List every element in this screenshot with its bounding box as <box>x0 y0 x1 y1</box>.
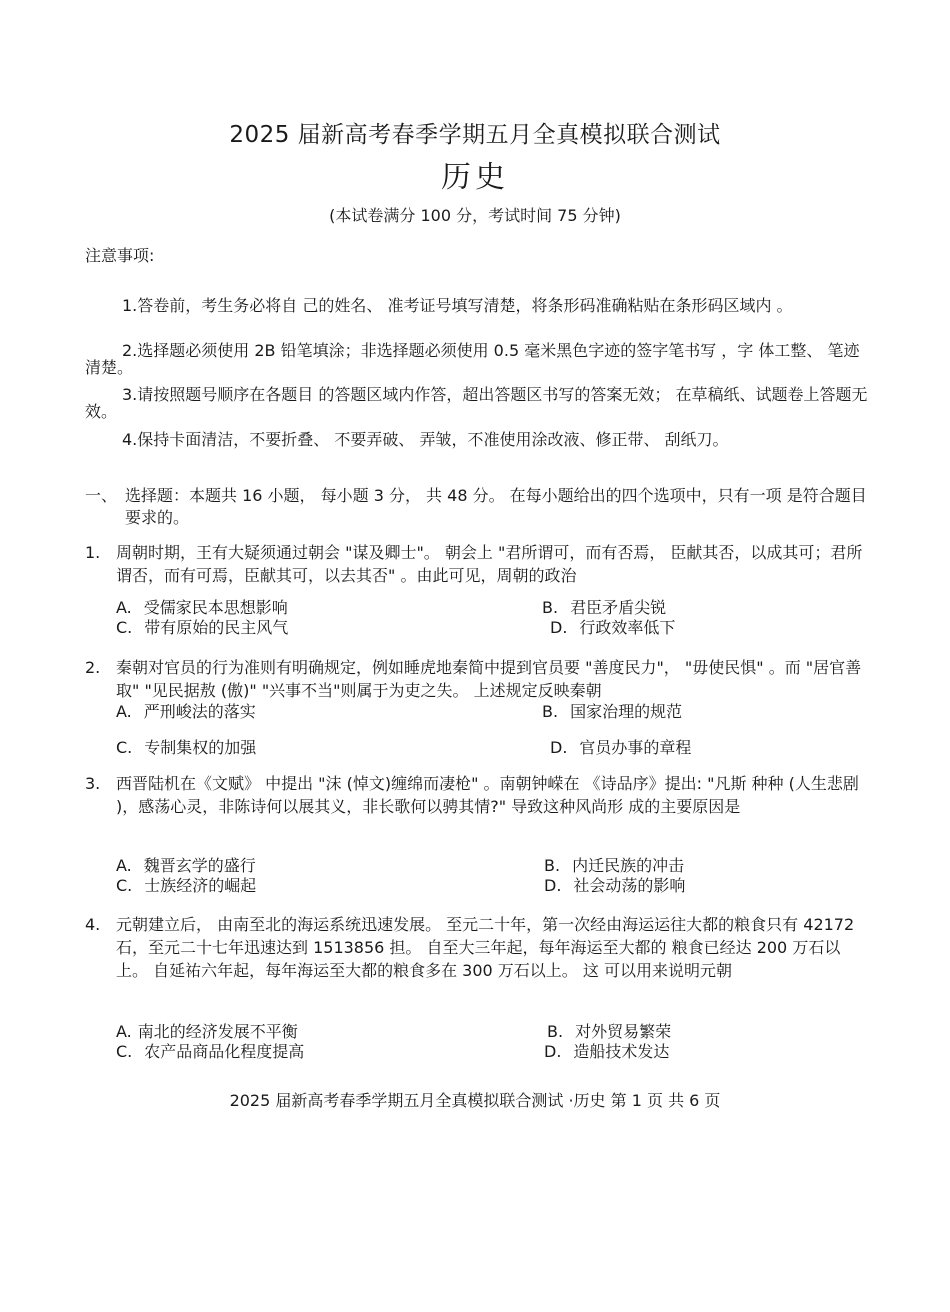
exam-title: 2025 届新高考春季学期五月全真模拟联合测试 <box>229 122 721 148</box>
option-label: D. <box>544 1042 562 1061</box>
question-stem: 秦朝对官员的行为准则有明确规定，例如睡虎地秦简中提到官员要 "善度民力"， "毋使民惧" 。而 "居官善取" "见民据敖 (傲)" "兴事不当"则属于为吏之失。 上述规定反映秦朝 <box>116 658 862 700</box>
option-text: 农产品商品化程度提高 <box>144 1042 305 1061</box>
option-text: 君臣矛盾尖锐 <box>570 598 667 617</box>
question-number: 4. <box>85 915 101 934</box>
option-label: C. <box>116 738 133 757</box>
question-2 <box>85 656 870 702</box>
option-b <box>544 856 684 876</box>
option-text: 社会动荡的影响 <box>573 876 686 895</box>
option-d <box>544 876 685 896</box>
option-a <box>116 598 288 618</box>
option-label: B. <box>544 856 561 875</box>
option-c <box>116 876 256 896</box>
option-b <box>542 598 666 618</box>
question-1 <box>85 541 870 587</box>
section-number: 一、 <box>85 486 118 505</box>
option-text: 内迁民族的冲击 <box>572 856 685 875</box>
option-label: A. <box>116 856 132 875</box>
option-text: 士族经济的崛起 <box>144 876 257 895</box>
option-text: 严刑峻法的落实 <box>143 702 256 721</box>
option-label: C. <box>116 618 133 637</box>
notes-heading: 注意事项: <box>85 246 155 265</box>
note-item: 4.保持卡面清洁，不要折叠、 不要弄破、 弄皱，不准使用涂改液、修正带、 刮纸刀。 <box>122 430 729 449</box>
option-text: 带有原始的民主风气 <box>144 618 289 637</box>
note-item: 2.选择题必须使用 2B 铅笔填涂；非选择题必须使用 0.5 毫米黑色字迹的签字笔书写 ，字 体工整、 笔迹清楚。 <box>85 341 860 377</box>
score-note: (本试卷满分 100 分，考试时间 75 分钟) <box>329 206 621 225</box>
option-text: 国家治理的规范 <box>570 702 683 721</box>
option-c <box>116 738 256 758</box>
option-c <box>116 618 288 638</box>
option-label: D. <box>550 618 568 637</box>
question-stem: 西晋陆机在《文赋》 中提出 "沫 (悼文)缠绵而凄枪" 。南朝钟嵘在 《诗品序》提出: "凡斯 种种 (人生悲剧 )，感荡心灵，非陈诗何以展其义，非长歌何以骋其情?" 导致这种风尚形 成的主要原因是 <box>116 774 859 816</box>
option-text: 官员办事的章程 <box>579 738 692 757</box>
option-a <box>116 856 256 876</box>
note-item: 1.答卷前，考生务必将自 己的姓名、 准考证号填写清楚，将条形码准确粘贴在条形码区域内 。 <box>122 296 793 315</box>
option-d <box>550 618 675 638</box>
option-a <box>116 702 256 722</box>
option-text: 行政效率低下 <box>579 618 676 637</box>
question-3 <box>85 772 870 818</box>
option-text: 造船技术发达 <box>573 1042 670 1061</box>
option-label: D. <box>544 876 562 895</box>
option-label: D. <box>550 738 568 757</box>
option-c <box>116 1042 304 1062</box>
question-stem: 周朝时期，王有大疑须通过朝会 "谋及卿士"。 朝会上 "君所谓可，而有否焉， 臣献其否，以成其可；君所谓否，而有可焉，臣献其可，以去其否" 。由此可见，周朝的政治 <box>116 543 863 585</box>
question-number: 1. <box>85 543 101 562</box>
option-b <box>542 702 682 722</box>
option-d <box>550 738 691 758</box>
option-b <box>547 1022 671 1042</box>
option-label: B. <box>542 598 559 617</box>
question-number: 3. <box>85 774 101 793</box>
option-text: 对外贸易繁荣 <box>575 1022 672 1041</box>
option-label: C. <box>116 876 133 895</box>
section-text: 选择题：本题共 16 小题， 每小题 3 分， 共 48 分。 在每小题给出的四个选项中，只有一项 是符合题目要求的。 <box>125 486 867 527</box>
option-text: 受儒家民本思想影响 <box>143 598 288 617</box>
subject-title: 历史 <box>441 160 509 195</box>
question-number: 2. <box>85 658 101 677</box>
option-text: 魏晋玄学的盛行 <box>143 856 256 875</box>
option-label: A. <box>116 598 132 617</box>
option-text: 南北的经济发展不平衡 <box>137 1022 298 1041</box>
page-footer: 2025 届新高考春季学期五月全真模拟联合测试 ·历史 第 1 页 共 6 页 <box>229 1091 721 1110</box>
note-item: 3.请按照题号顺序在各题目 的答题区域内作答，超出答题区书写的答案无效； 在草稿纸、试题卷上答题无效。 <box>85 385 868 421</box>
option-text: 专制集权的加强 <box>144 738 257 757</box>
option-label: A. <box>116 702 132 721</box>
option-label: B. <box>547 1022 564 1041</box>
section-heading <box>85 485 870 529</box>
option-label: A. <box>116 1022 132 1041</box>
option-d <box>544 1042 669 1062</box>
question-stem: 元朝建立后， 由南至北的海运系统迅速发展。 至元二十年，第一次经由海运运往大都的粮食只有 42172 石，至元二十七年迅速达到 1513856 担。 自至大三年起，每年海运至大都的 粮食已经达 200 万石以上。 自延祐六年起，每年海运至大都的粮食多在 300 万石以上。 这 可以用来说明元朝 <box>116 915 855 980</box>
question-4 <box>85 913 870 982</box>
option-label: B. <box>542 702 559 721</box>
option-a <box>116 1022 298 1042</box>
option-label: C. <box>116 1042 133 1061</box>
